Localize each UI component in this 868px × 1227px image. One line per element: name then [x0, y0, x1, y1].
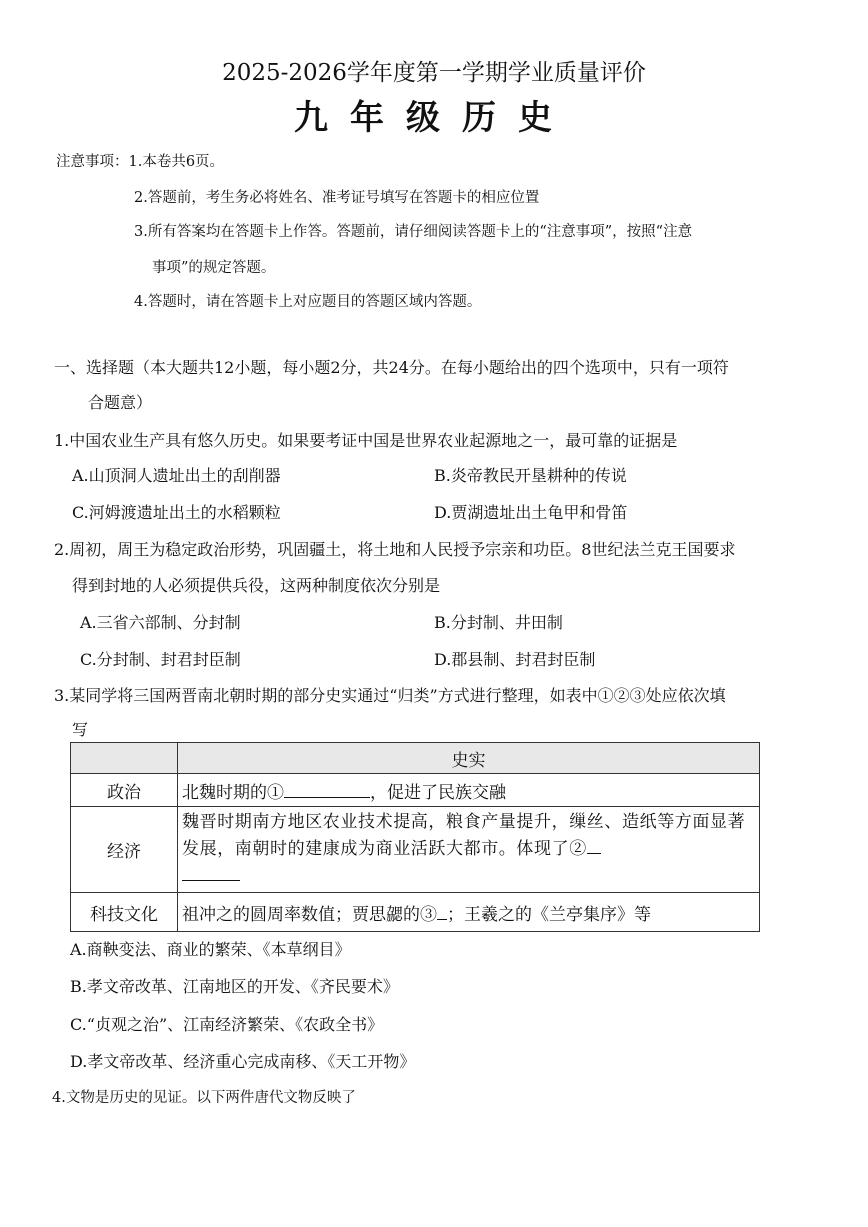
question-2-option-b: B.分封制、井田制 — [434, 613, 563, 632]
table-cell-fact — [178, 774, 760, 807]
fact-text: 魏晋时期南方地区农业技术提高，粮食产量提升，缫丝、造纸等方面显著发展，南朝时的建康成为商业活跃大都市。体现了② — [182, 812, 746, 859]
question-3-stem-cont: 写 — [72, 720, 89, 739]
exam-subject: 九年级历史 — [294, 98, 574, 138]
note-item: 事项”的规定答题。 — [152, 260, 276, 276]
answer-blank-2 — [587, 839, 601, 854]
question-1-option-b: B.炎帝教民开垦耕种的传说 — [434, 466, 627, 485]
notes-line-1 — [56, 152, 224, 172]
note-item: 2.答题前，考生务必将姓名、准考证号填写在答题卡的相应位置 — [134, 190, 540, 206]
question-3-stem: 3.某同学将三国两晋南北朝时期的部分史实通过“归类”方式进行整理，如表中①②③处应依次填 — [54, 686, 726, 705]
question-2-stem-cont: 得到封地的人必须提供兵役，这两种制度依次分别是 — [72, 576, 441, 595]
table-cell-fact — [178, 893, 760, 932]
table-header-row — [71, 743, 760, 774]
question-1-stem: 1.中国农业生产具有悠久历史。如果要考证中国是世界农业起源地之一，最可靠的证据是 — [54, 431, 678, 450]
table-header-facts: 史实 — [178, 743, 760, 774]
question-2-option-d: D.郡县制、封君封臣制 — [434, 650, 596, 669]
question-1-option-c: C.河姆渡遗址出土的水稻颗粒 — [72, 503, 281, 522]
notes-label: 注意事项： — [56, 154, 129, 170]
question-2-stem: 2.周初，周王为稳定政治形势，巩固疆土，将土地和人民授予宗亲和功臣。8世纪法兰克王国要求 — [54, 540, 736, 559]
question-4-stem: 4.文物是历史的见证。以下两件唐代文物反映了 — [52, 1090, 356, 1106]
note-item: 1.本卷共6页。 — [128, 154, 225, 170]
question-3-option-a: A.商鞅变法、商业的繁荣、《本草纲目》 — [70, 940, 351, 959]
answer-blank-2-cont — [182, 866, 240, 881]
fact-text: ，促进了民族交融 — [370, 782, 506, 803]
note-item: 3.所有答案均在答题卡上作答。答题前，请仔细阅读答题卡上的“注意事项”，按照“注意 — [134, 224, 693, 240]
table-cell-fact — [178, 807, 760, 893]
question-1-option-d: D.贾湖遗址出土龟甲和骨笛 — [434, 503, 628, 522]
section-heading: 一、选择题（本大题共12小题，每小题2分，共24分。在每小题给出的四个选项中，只有一项符 — [54, 358, 729, 377]
fact-text: 祖冲之的圆周率数值；贾思勰的③ — [182, 904, 437, 925]
question-1-option-a: A.山顶洞人遗址出土的刮削器 — [72, 466, 281, 485]
question-2-option-a: A.三省六部制、分封制 — [80, 613, 241, 632]
table-row — [71, 774, 760, 807]
table-header-blank — [71, 743, 178, 774]
fact-text: ；王羲之的《兰亭集序》等 — [447, 904, 651, 925]
table-cell-category: 科技文化 — [71, 893, 178, 932]
question-3-option-b: B.孝文帝改革、江南地区的开发、《齐民要术》 — [70, 977, 399, 996]
section-heading-cont: 合题意） — [88, 393, 153, 412]
question-3-option-d: D.孝文帝改革、经济重心完成南移、《天工开物》 — [70, 1052, 416, 1071]
note-item: 4.答题时，请在答题卡上对应题目的答题区域内答题。 — [134, 294, 482, 310]
answer-blank-1 — [284, 783, 370, 798]
question-3-option-c: C.“贞观之治”、江南经济繁荣、《农政全书》 — [70, 1015, 384, 1034]
history-facts-table — [70, 742, 760, 932]
table-row — [71, 807, 760, 893]
answer-blank-3 — [437, 905, 447, 920]
exam-title: 2025-2026学年度第一学期学业质量评价 — [222, 60, 646, 86]
question-2-option-c: C.分封制、封君封臣制 — [80, 650, 241, 669]
table-cell-category: 经济 — [71, 807, 178, 893]
table-cell-category: 政治 — [71, 774, 178, 807]
table-row — [71, 893, 760, 932]
fact-text: 北魏时期的① — [182, 782, 284, 803]
